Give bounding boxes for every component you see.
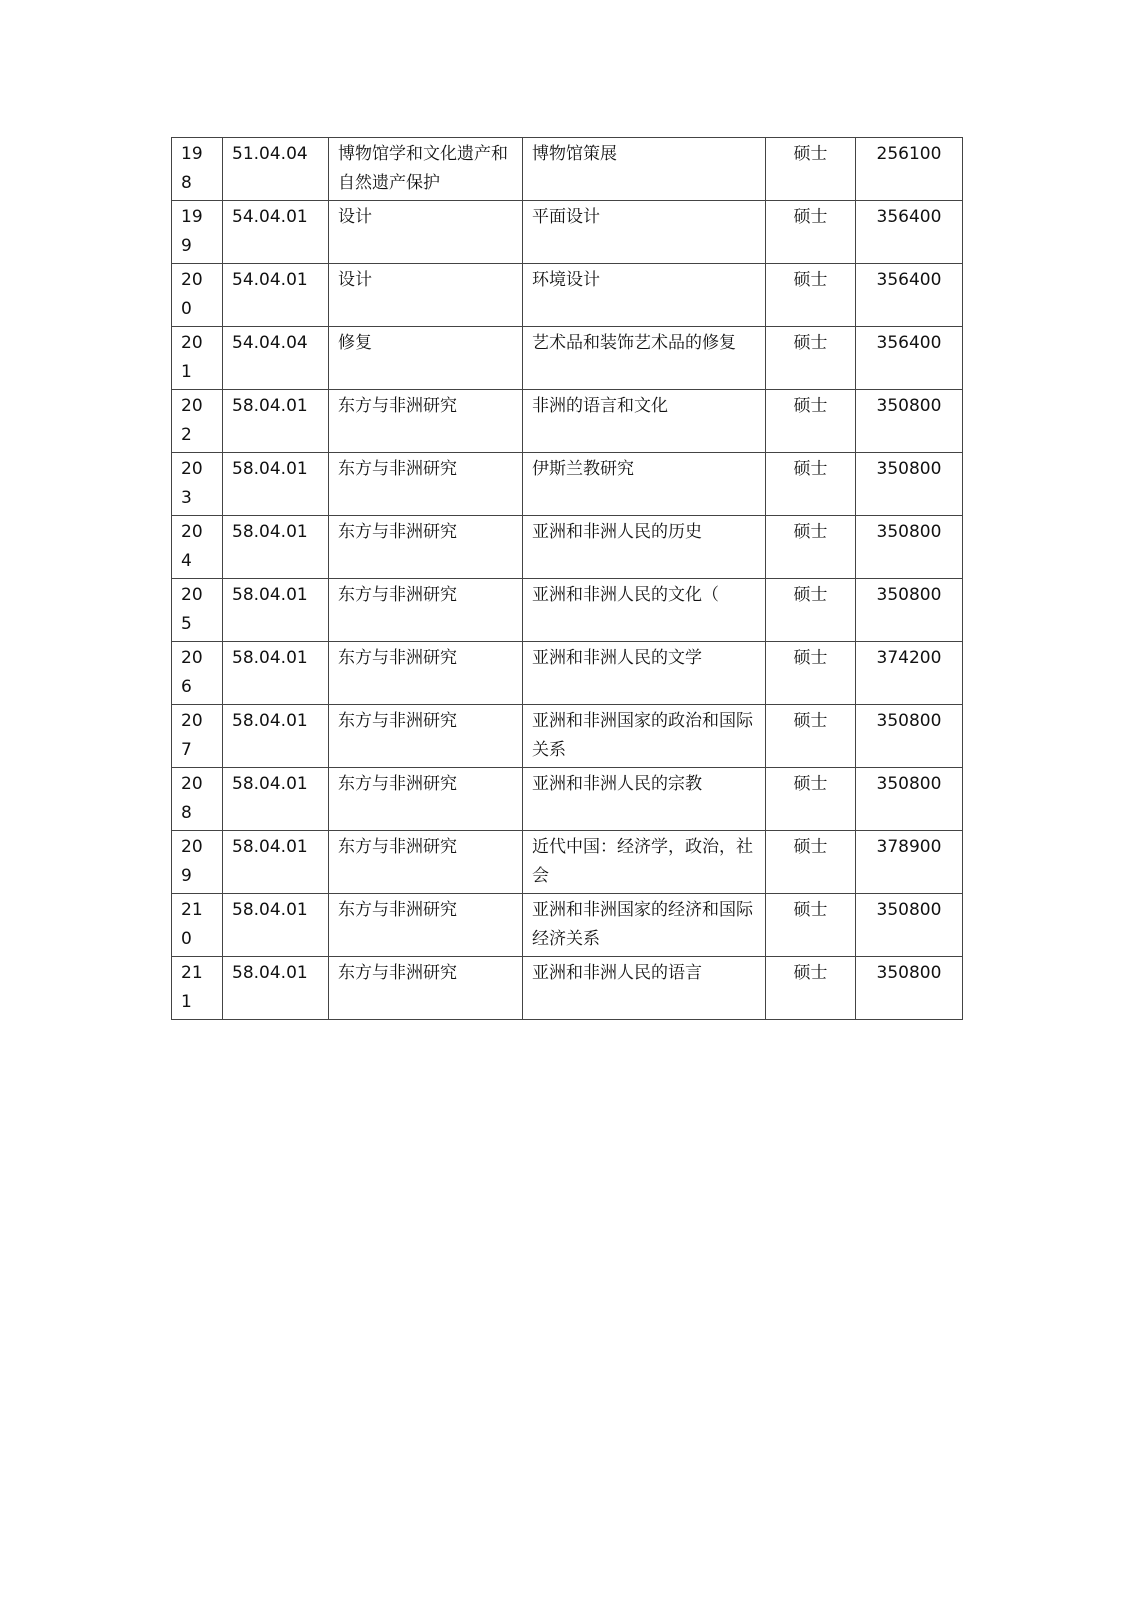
program-name-cell: 艺术品和装饰艺术品的修复 bbox=[523, 327, 766, 390]
program-code-cell: 54.04.04 bbox=[223, 327, 329, 390]
degree-cell: 硕士 bbox=[766, 264, 856, 327]
tuition-cell: 256100 bbox=[856, 138, 963, 201]
field-name-cell: 东方与非洲研究 bbox=[329, 453, 523, 516]
row-number-cell: 209 bbox=[172, 831, 223, 894]
tuition-cell: 374200 bbox=[856, 642, 963, 705]
program-name-cell: 亚洲和非洲人民的文学 bbox=[523, 642, 766, 705]
program-name-cell: 伊斯兰教研究 bbox=[523, 453, 766, 516]
row-number-cell: 207 bbox=[172, 705, 223, 768]
table-row bbox=[172, 201, 963, 264]
program-code-cell: 54.04.01 bbox=[223, 201, 329, 264]
program-name-cell: 亚洲和非洲人民的宗教 bbox=[523, 768, 766, 831]
table-row bbox=[172, 453, 963, 516]
degree-cell: 硕士 bbox=[766, 642, 856, 705]
field-name-cell: 东方与非洲研究 bbox=[329, 516, 523, 579]
row-number-cell: 202 bbox=[172, 390, 223, 453]
program-code-cell: 58.04.01 bbox=[223, 894, 329, 957]
program-code-cell: 58.04.01 bbox=[223, 516, 329, 579]
program-code-cell: 58.04.01 bbox=[223, 705, 329, 768]
degree-cell: 硕士 bbox=[766, 516, 856, 579]
field-name-cell: 东方与非洲研究 bbox=[329, 642, 523, 705]
row-number-cell: 211 bbox=[172, 957, 223, 1020]
degree-cell: 硕士 bbox=[766, 705, 856, 768]
degree-cell: 硕士 bbox=[766, 453, 856, 516]
table-row bbox=[172, 138, 963, 201]
degree-cell: 硕士 bbox=[766, 390, 856, 453]
program-name-cell: 亚洲和非洲人民的历史 bbox=[523, 516, 766, 579]
tuition-cell: 350800 bbox=[856, 768, 963, 831]
field-name-cell: 东方与非洲研究 bbox=[329, 705, 523, 768]
program-name-cell: 亚洲和非洲国家的经济和国际经济关系 bbox=[523, 894, 766, 957]
tuition-cell: 356400 bbox=[856, 201, 963, 264]
program-table bbox=[171, 137, 963, 1020]
degree-cell: 硕士 bbox=[766, 768, 856, 831]
program-name-cell: 亚洲和非洲人民的语言 bbox=[523, 957, 766, 1020]
row-number-cell: 203 bbox=[172, 453, 223, 516]
row-number-cell: 204 bbox=[172, 516, 223, 579]
tuition-cell: 350800 bbox=[856, 516, 963, 579]
program-code-cell: 54.04.01 bbox=[223, 264, 329, 327]
field-name-cell: 东方与非洲研究 bbox=[329, 957, 523, 1020]
table-row bbox=[172, 390, 963, 453]
program-code-cell: 58.04.01 bbox=[223, 390, 329, 453]
tuition-cell: 378900 bbox=[856, 831, 963, 894]
degree-cell: 硕士 bbox=[766, 327, 856, 390]
tuition-cell: 350800 bbox=[856, 390, 963, 453]
program-code-cell: 58.04.01 bbox=[223, 957, 329, 1020]
degree-cell: 硕士 bbox=[766, 201, 856, 264]
row-number-cell: 206 bbox=[172, 642, 223, 705]
degree-cell: 硕士 bbox=[766, 957, 856, 1020]
table-row bbox=[172, 894, 963, 957]
tuition-cell: 356400 bbox=[856, 264, 963, 327]
table-row bbox=[172, 264, 963, 327]
program-code-cell: 58.04.01 bbox=[223, 579, 329, 642]
program-name-cell: 亚洲和非洲国家的政治和国际关系 bbox=[523, 705, 766, 768]
program-name-cell: 平面设计 bbox=[523, 201, 766, 264]
row-number-cell: 198 bbox=[172, 138, 223, 201]
table-row bbox=[172, 579, 963, 642]
degree-cell: 硕士 bbox=[766, 894, 856, 957]
row-number-cell: 205 bbox=[172, 579, 223, 642]
program-name-cell: 博物馆策展 bbox=[523, 138, 766, 201]
tuition-cell: 350800 bbox=[856, 453, 963, 516]
table-body bbox=[172, 138, 963, 1020]
field-name-cell: 东方与非洲研究 bbox=[329, 831, 523, 894]
row-number-cell: 201 bbox=[172, 327, 223, 390]
row-number-cell: 199 bbox=[172, 201, 223, 264]
program-code-cell: 51.04.04 bbox=[223, 138, 329, 201]
degree-cell: 硕士 bbox=[766, 831, 856, 894]
program-code-cell: 58.04.01 bbox=[223, 768, 329, 831]
table-row bbox=[172, 516, 963, 579]
program-code-cell: 58.04.01 bbox=[223, 831, 329, 894]
program-code-cell: 58.04.01 bbox=[223, 642, 329, 705]
table-row bbox=[172, 957, 963, 1020]
field-name-cell: 修复 bbox=[329, 327, 523, 390]
program-code-cell: 58.04.01 bbox=[223, 453, 329, 516]
table-row bbox=[172, 705, 963, 768]
table-row bbox=[172, 768, 963, 831]
program-name-cell: 近代中国：经济学，政治，社会 bbox=[523, 831, 766, 894]
degree-cell: 硕士 bbox=[766, 579, 856, 642]
field-name-cell: 博物馆学和文化遗产和自然遗产保护 bbox=[329, 138, 523, 201]
program-name-cell: 环境设计 bbox=[523, 264, 766, 327]
degree-cell: 硕士 bbox=[766, 138, 856, 201]
tuition-cell: 350800 bbox=[856, 894, 963, 957]
field-name-cell: 东方与非洲研究 bbox=[329, 390, 523, 453]
field-name-cell: 设计 bbox=[329, 201, 523, 264]
table-row bbox=[172, 831, 963, 894]
tuition-cell: 350800 bbox=[856, 705, 963, 768]
field-name-cell: 东方与非洲研究 bbox=[329, 768, 523, 831]
row-number-cell: 200 bbox=[172, 264, 223, 327]
program-name-cell: 亚洲和非洲人民的文化（ bbox=[523, 579, 766, 642]
row-number-cell: 208 bbox=[172, 768, 223, 831]
tuition-cell: 356400 bbox=[856, 327, 963, 390]
tuition-cell: 350800 bbox=[856, 579, 963, 642]
program-name-cell: 非洲的语言和文化 bbox=[523, 390, 766, 453]
table-row bbox=[172, 642, 963, 705]
row-number-cell: 210 bbox=[172, 894, 223, 957]
tuition-cell: 350800 bbox=[856, 957, 963, 1020]
field-name-cell: 设计 bbox=[329, 264, 523, 327]
field-name-cell: 东方与非洲研究 bbox=[329, 894, 523, 957]
table-row bbox=[172, 327, 963, 390]
field-name-cell: 东方与非洲研究 bbox=[329, 579, 523, 642]
